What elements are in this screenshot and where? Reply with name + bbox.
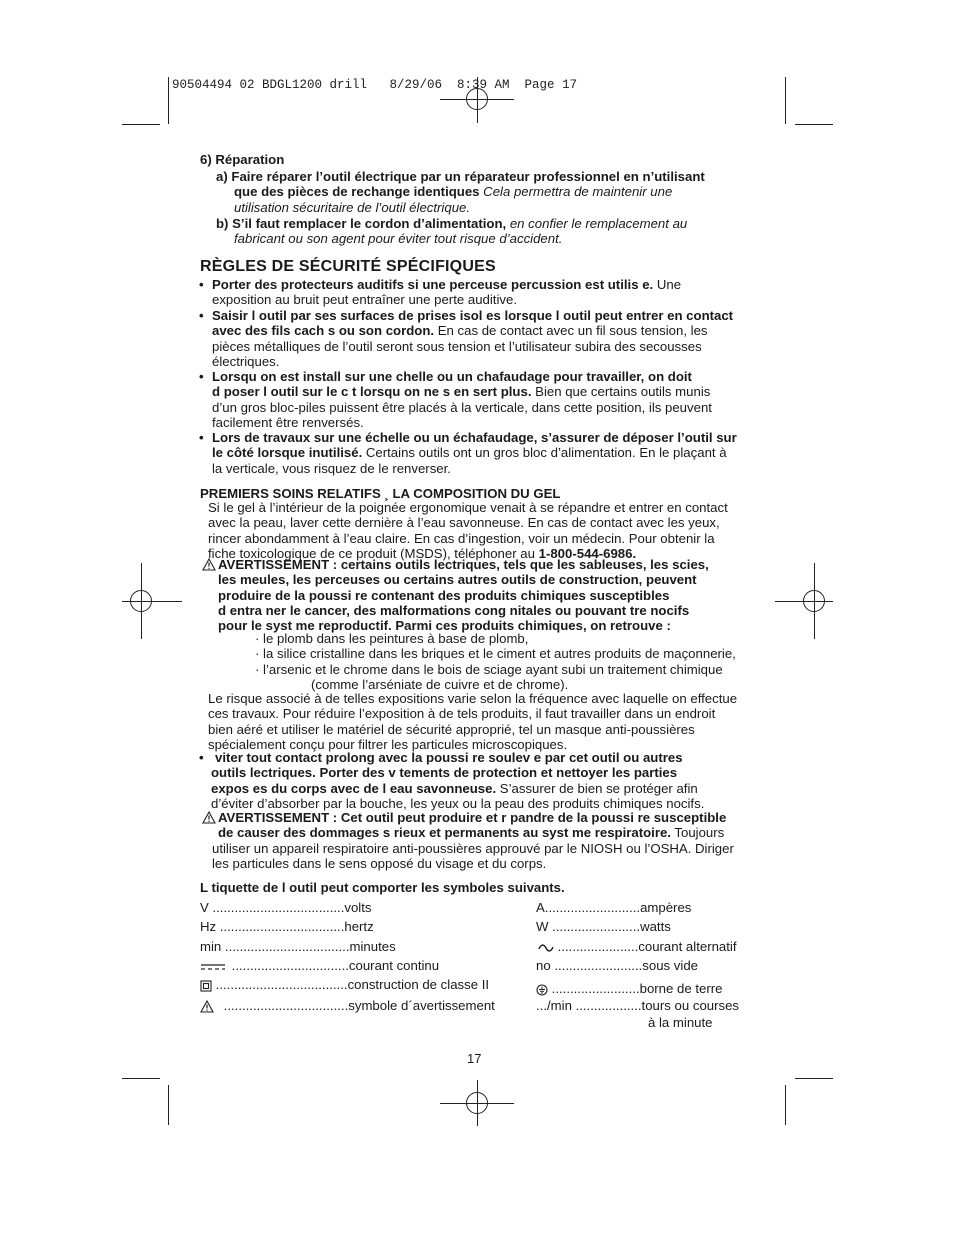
- section-heading-gel: PREMIERS SOINS RELATIFS ¸ LA COMPOSITION DU GEL: [200, 486, 561, 501]
- rule-bullet-4: • Lors de travaux sur une échelle ou un échafaudage, s’assurer de déposer l’outil sur le côté lorsque inutilisé. Certains outils ont un gros bloc d’alimentation. En le plaçant à la verticale, vous risquez de le renverser.: [199, 430, 737, 476]
- symbol-row-class-ii: ....................................construction de classe II: [200, 977, 489, 992]
- symbol-row-earth-terminal: ........................borne de terre: [536, 981, 722, 996]
- symbol-row-per-minute-cont: à la minute: [648, 1015, 713, 1030]
- crop-mark-bottom-right-h: [795, 1078, 833, 1079]
- reparation-item-a: a) Faire réparer l’outil électrique par un réparateur professionnel en n’utilisant que des pièces de rechange identiques Cela permettra de maintenir une utilisation sécuritaire de l’outil électrique.: [216, 169, 705, 215]
- list-item: (comme l’arséniate de cuivre et de chrome).: [311, 676, 569, 692]
- crop-mark-top-right-v: [785, 77, 786, 124]
- symbol-row-watts: W ........................watts: [536, 919, 671, 934]
- symbol-row-minutes: min ..................................minutes: [200, 939, 396, 954]
- crop-mark-bottom-left-h: [122, 1078, 160, 1079]
- list-item: · l’arsenic et le chrome dans le bois de sciage ayant subi un traitement chimique: [255, 661, 723, 677]
- symbol-row-per-minute: .../min ..................tours ou courses: [536, 998, 740, 1013]
- symbol-row-direct-current: ................................courant continu: [200, 958, 439, 973]
- symbol-row-amperes: A..........................ampères: [536, 900, 692, 915]
- class-ii-construction-icon: [200, 980, 212, 992]
- crop-mark-top-left-v: [168, 77, 169, 124]
- list-item: · le plomb dans les peintures à base de plomb,: [255, 631, 529, 646]
- risk-paragraph: Le risque associé à de telles expositions varie selon la fréquence avec laquelle on effectue ces travaux. Pour réduire l’exposition à de tels produits, il faut travailler dans un endroit bien aéré et utiliser le matériel de sécurité approprié, tel un masque anti-poussières spécialement conçu pour filtrer les particules microscopiques.: [208, 691, 738, 752]
- symbols-heading: L tiquette de l outil peut comporter les symboles suivants.: [200, 880, 565, 895]
- warning-triangle-icon: [202, 811, 216, 824]
- symbol-row-warning: ..................................symbole d´avertissement: [200, 998, 495, 1013]
- symbol-row-hertz: Hz ..................................hertz: [200, 919, 374, 934]
- warning-triangle-icon: [202, 558, 216, 571]
- crop-mark-bottom-right-v: [785, 1085, 786, 1125]
- alternating-current-icon: [538, 943, 554, 953]
- earth-terminal-icon: [536, 984, 548, 996]
- reparation-item-b: b) S’il faut remplacer le cordon d’alimentation, en confier le remplacement au fabricant ou son agent pour éviter tout risque d’accident.: [216, 216, 688, 247]
- chemicals-list: [255, 631, 736, 692]
- warning-triangle-icon: [200, 1000, 214, 1013]
- gel-paragraph: Si le gel à l’intérieur de la poignée ergonomique venait à se répandre et entrer en contact avec la peau, laver cette dernière à l’eau savonneuse. En cas de contact avec les yeux, rincer abondamment à l’eau claire. En cas d’ingestion, voir un médecin. Pour obtenir la fiche toxicologique de ce produit (MSDS), téléphoner au 1-800-544-6986.: [208, 500, 728, 561]
- symbol-row-alternating-current: ......................courant alternatif: [536, 939, 737, 954]
- symbol-row-volts: V ....................................volts: [200, 900, 372, 915]
- section-heading-rules: RÈGLES DE SÉCURITÉ SPÉCIFIQUES: [200, 258, 496, 275]
- crop-mark-top-right-h: [795, 124, 833, 125]
- direct-current-icon: [200, 962, 226, 972]
- warning-dust-chemicals: AVERTISSEMENT : certains outils lectriques, tels que les sableuses, les scies, les meules, les perceuses ou certains autres outils de construction, peuvent produire de la poussi re contenant des produits chimiques susceptibles d entra ner le cancer, des malformations cong nitales ou pouvant tre nocifs pour le syst me reproductif. Parmi ces produits chimiques, on retrouve :: [218, 557, 709, 633]
- print-slug-line: 90504494 02 BDGL1200 drill 8/29/06 8:39 AM Page 17: [172, 78, 578, 92]
- crop-mark-bottom-left-v: [168, 1085, 169, 1125]
- rule-bullet-5: • viter tout contact prolong avec la poussi re soulev e par cet outil ou autres outils lectriques. Porter des v tements de protection et nettoyer les parties expos es du corps avec de l eau savonneuse. S’assurer de bien se protéger afin d’éviter d’absorber par la bouche, les yeux ou la peau des produits chimiques nocifs.: [199, 750, 705, 811]
- warning-respiratory: AVERTISSEMENT : Cet outil peut produire et r pandre de la poussi re susceptible de causer des dommages s rieux et permanents au syst me respiratoire. Toujours utiliser un appareil respiratoire anti-poussières approuvé par le NIOSH ou l’OSHA. Diriger les particules dans le sens opposé du visage et du corps.: [218, 810, 734, 871]
- page-number: 17: [467, 1051, 482, 1066]
- rule-bullet-3: • Lorsqu on est install sur une chelle ou un chafaudage pour travailler, on doit d poser l outil sur le c t lorsqu on ne s en sert plus. Bien que certains outils munis d’un gros bloc-piles puissent être placés à la verticale, dans cette position, ils peuvent facilement être renversés.: [199, 369, 712, 430]
- rule-bullet-1: • Porter des protecteurs auditifs si une perceuse percussion est utilis e. Une exposition au bruit peut entraîner une perte auditive.: [199, 277, 682, 308]
- rule-bullet-2: • Saisir l outil par ses surfaces de prises isol es lorsque l outil peut entrer en contact avec des fils cach s ou son cordon. En cas de contact avec un fil sous tension, les pièces métalliques de l’outil seront sous tension et l’utilisateur subira des secousses électriques.: [199, 308, 734, 369]
- crop-mark-top-left-h: [122, 124, 160, 125]
- symbol-row-no-load-speed: no ........................sous vide: [536, 958, 698, 973]
- reparation-title: 6) Réparation: [200, 152, 285, 167]
- list-item: · la silice cristalline dans les briques et le ciment et autres produits de maçonnerie,: [255, 646, 736, 662]
